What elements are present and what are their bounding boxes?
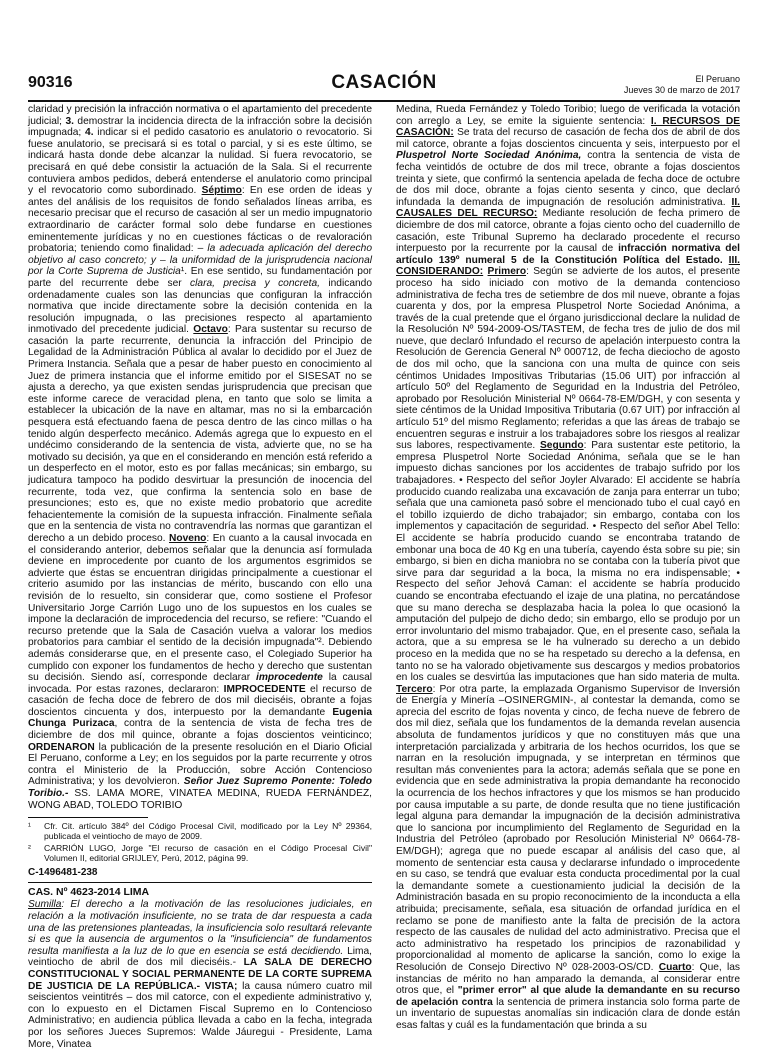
publisher-name: El Peruano	[695, 74, 740, 84]
page-number: 90316	[28, 74, 73, 91]
right-paragraph: Medina, Rueda Fernández y Toledo Toribio; luego de verificada la votación con arreglo a Ley, se emite la siguiente sentencia: I. RECURSOS DE CASACIÓN: Se trata del recurso de casación de fecha dos de abril de dos mil catorce, obrante a fojas doscientos cincuenta y seis, interpuesto por el Pluspetrol Norte Sociedad Anónima, contra la sentencia de vista de fecha veintidós de octubre de dos mil trece, obrante a fojas doscientos treinta y siete, que confirmó la sentencia apelada de fecha doce de octubre de dos mil doce, obrante a fojas ciento sesenta y cinco, que declaró infundada la demanda de impugnación de resolución administrativa. II. CAUSALES DEL RECURSO: Mediante resolución de fecha primero de diciembre de dos mil catorce, obrante a fojas ciento ocho del cuadernillo de casación, este Tribunal Supremo ha declarado procedente el recurso interpuesto por la recurrente por la causal de infracción normativa del artículo 139º numeral 5 de la Constitución Política del Estado. III. CONSIDERANDO: Primero: Según se advierte de los autos, el presente proceso ha sido iniciado con motivo de la demanda contencioso administrativa de fecha tres de setiembre de dos mil nueve, obrante a fojas cuarenta y dos, por la empresa Pluspetrol Norte Sociedad Anónima, a través de la cual pretende que el órgano jurisdiccional declare la nulidad de la Resolución Nº 594-2009-OS/TASTEM, de fecha tres de julio de dos mil nueve, que declaró Infundado el recurso de apelación interpuesto contra la Resolución de Gerencia General Nº 000712, de fecha dieciocho de agosto de dos mil ocho, que la sanciona con una multa de quince con seis céntimos Unidades Impositivas Tributarias (15.06 UIT) por infracción al artículo 50º del Reglamento de Seguridad en la Industria del Petróleo, aprobado por Resolución Ministerial Nº 0664-78-EM/DGH, y con sesenta y siete céntimos de la Unidad Impositiva Tributaria (0.67 UIT) por infracción al artículo 51º del mismo Reglamento; referidas a que las áreas de trabajo se encuentren seguras e instruir a los trabajadores sobre los riesgos al realizar sus labores, respectivamente. Segundo: Para sustentar este petitorio, la empresa Pluspetrol Norte Sociedad Anónima, señala que se le han impuesto dichas sanciones por los accidentes de trabajo sufrido por los trabajadores. • Respecto del señor Joyler Alvarado: El accidente se habría producido cuando realizaba una excavación de zanja para enterrar un tubo; señala que una camioneta pasó sobre el mencionado tubo el cual cayó en el tobillo izquierdo de dicho trabajador; sin embargo, contaba con los implementos y capacitación de seguridad. • Respecto del señor Abel Tello: El accidente se habría producido cuando se encontraba tratando de embonar una boca de 40 Kg en una tubería, cayendo ésta sobre su pie; sin embargo, si bien en dicha maniobra no se contaba con la tubería pivot que sirve para dar seguridad a la boca, la misma no era indispensable; • Respecto del señor Jehová Caman: el accidente se habría producido cuando se encontraba efectuando el izaje de una platina, no percatándose que su mano derecha se desplazaba hacia la polea lo que ocasionó la amputación del pulpejo de dicho dedo; sin embargo, ello se produjo por un error involuntario del mismo trabajador. Que, en el presente caso, señala la actora, que a su empresa se le ha vulnerado su derecho a un debido proceso en la medida que no se ha respetado su derecho a la defensa, en tanto no se ha valorado objetivamente sus descargos y medios probatorios en los cuales se desvirtúa las imputaciones que han sido materia de multa. Tercero: Por otra parte, la emplazada Organismo Supervisor de Inversión de Energía y Minería –OSINERGMIN-, al contestar la demanda, como se aprecia del escrito de fojas noventa y cinco, de fecha nueve de febrero de dos mil diez, señala que los fundamentos de la demanda revelan ausencia absoluta de fundamentos jurídicos y que no constituyen más que una interpretación parcializada y arbitraria de los hechos ocurridos, los que se narran en la resolución impugnada, y se interpretan en términos que resultan más convenientes para la actora; además señala que se pone en evidencia que en sede administrativa la propia demandante ha reconocido la ocurrencia de los hechos infractores y que los mismos se han producido por causa imputable a su parte, de donde resulta que no tiene justificación legal alguna para demandar la impugnación de la decisión administrativa que lo sanciona por incumplimiento del Reglamento de Seguridad en la Industria del Petróleo (aprobado por Resolución Ministerial Nº 0664-78-EM/DGH); agrega que no puede escapar al análisis del caso que, al momento de sentenciar esta causa y declararse infundado o improcedente en su caso, se tendrá que evaluar esta conducta procedimental por la cual la demandante somete a cuestionamiento judicial la decisión de la Administración basada en su propio reconocimiento de la inconducta a ella atribuida; precisamente, señala, esa situación de orfandad jurídica en el reclamo se pone de manifiesto ante la falta de precisión de la actora respecto de las causales de nulidad del acto administrativo. Precisa que el acto administrativo ha respetado los principios de razonabilidad y proporcionalidad al momento de aplicarse la sanción, como lo exige la Resolución de Consejo Directivo Nº 028-2003-OS/CD. Cuarto: Que, las instancias de mérito no han amparado la demanda, al considerar entre otros que, el "primer error" al que alude la demandante en su recurso de apelación contra la sentencia de primera instancia solo forma parte de un inventario de supuestas anomalías sin indicación clara de donde están esas faltas y cuál es la fundamentación que brinda a su	[396, 104, 740, 1031]
article-separator	[28, 882, 372, 883]
page-header	[28, 72, 740, 100]
footnote-rule	[28, 817, 148, 818]
header-rule	[28, 100, 740, 102]
footnote-2: ² CARRIÓN LUGO, Jorge "El recurso de casación en el Código Procesal Civil" Volumen II, editorial GRIJLEY, Perú, 2012, página 99.	[28, 843, 372, 864]
footnote-1: ¹ Cfr. Cit. artículo 384º del Código Procesal Civil, modificado por la Ley Nº 29364, publicada el veintiocho de mayo de 2009.	[28, 821, 372, 842]
left-column	[28, 104, 373, 1050]
left-paragraph: claridad y precisión la infracción normativa o el apartamiento del precedente judicial; 3. demostrar la incidencia directa de la infracción sobre la decisión impugnada; 4. indicar si el pedido casatorio es anulatorio o revocatorio. Si fuese anulatorio, se precisará si es total o parcial, y si es este último, se indicará hasta donde debe alcanzar la nulidad. Si fuera revocatorio, se precisará en qué debe consistir la actuación de la Sala. Si el recurrente contuviera ambos pedidos, deberá entenderse el anulatorio como principal y el revocatorio como subordinado. Séptimo: En ese orden de ideas y antes del análisis de los requisitos de fondo señalados líneas arriba, es necesario precisar que el recurso de casación al ser un medio impugnatorio extraordinario de carácter formal solo debe fundarse en cuestiones eminentemente jurídicas y no en cuestiones fácticas o de revaloración probatoria; teniendo como finalidad: – la adecuada aplicación del derecho objetivo al caso concreto; y – la uniformidad de la jurisprudencia nacional por la Corte Suprema de Justicia¹. En ese sentido, su fundamentación por parte del recurrente debe ser clara, precisa y concreta, indicando ordenadamente cuales son las denuncias que configuran la infracción normativa que incide directamente sobre la decisión contenida en la resolución impugnada, o las precisiones respecto al apartamiento inmotivado del precedente judicial. Octavo: Para sustentar su recurso de casación la parte recurrente, denuncia la infracción del Principio de Legalidad de la Administración Pública al avalar lo decidido por el Juez de Primera Instancia. Señala que a pesar de haber puesto en conocimiento al Juez de primera instancia que el informe emitido por el SISESAT no se ajusta a derecho, ya que existen sendas jurisprudencia que precisan que este informe carece de veracidad plena, en tanto que solo se limita a establecer la ubicación de la nave en altamar, mas no si la embarcación pesquera está efectuando faena de pesca dentro de las cinco millas o ha tenido algún desperfecto mecánico. Además agrega que lo expuesto en el undécimo considerando de la sentencia de vista, advierte que, no se ha motivado su decisión, ya que en el considerando en mención está referido a un desperfecto en el motor, esto es por fallas mecánicas; sin embargo, su judicatura tampoco ha podido desvirtuar la presunción de inocencia del recurrente, toda vez, que confirma la sentencia solo en base de presunciones; esto es, que no existe medio probatorio que acredite fehacientemente la comisión de la supuesta infracción. Finalmente señala que en la sentencia de vista no contravendría las normas que garantizan el derecho a un debido proceso. Noveno: En cuanto a la causal invocada en el considerando anterior, debemos señalar que la denuncia así formulada deviene en improcedente por cuanto de los argumentos esgrimidos se advierte que éstas se encuentran dirigidas principalmente a cuestionar el criterio asumido por las instancias de mérito, buscando con ello una revisión de lo resuelto, sin considerar que, como sostiene el Profesor Universitario Jorge Carrión Lugo uno de los supuestos en los cuales se impone la declaración de improcedencia del recurso, se refiere: "Cuando el recurso pretende que la Sala de Casación vuelva a valorar los medios probatorios para cambiar el sentido de la decisión impugnada"². Debiendo además considerarse que, en el presente caso, el Colegiado Superior ha cumplido con exponer los fundamentos de hecho y derecho que sustentan su decisión. Siendo así, corresponde declarar improcedente la causal invocada. Por estas razones, declararon: IMPROCEDENTE el recurso de casación de fecha doce de febrero de dos mil dieciséis, obrante a fojas doscientos cincuenta y dos, interpuesto por la demandante Eugenia Chunga Purizaca, contra de la sentencia de vista de fecha tres de diciembre de dos mil quince, obrante a fojas doscientos veinticinco; ORDENARON la publicación de la presente resolución en el Diario Oficial El Peruano, conforme a Ley; en los seguidos por la parte recurrente y otros contra el Ministerio de la Producción, sobre Acción Contencioso Administrativa; y los devolvieron. Señor Juez Supremo Ponente: Toledo Toribio.- SS. LAMA MORE, VINATEA MEDINA, RUEDA FERNÁNDEZ, WONG ABAD, TOLEDO TORIBIO	[28, 104, 373, 811]
header-meta	[624, 74, 740, 96]
right-column	[396, 104, 740, 1031]
section-title: CASACIÓN	[331, 72, 437, 93]
case-title: CAS. Nº 4623-2014 LIMA	[28, 885, 150, 898]
case-summary: Sumilla: El derecho a la motivación de las resoluciones judiciales, en relación a la motivación insuficiente, no se trata de dar respuesta a cada una de las pretensiones planteadas, la insuficiencia solo resultará relevante si es que la ausencia de argumentos o la "insuficiencia" de fundamentos resulta manifiesta a la luz de lo que en esencia se está decidiendo. Lima, veintiocho de abril de dos mil dieciséis.- LA SALA DE DERECHO CONSTITUCIONAL Y SOCIAL PERMANENTE DE LA CORTE SUPREMA DE JUSTICIA DE LA REPÚBLICA.- VISTA; la causa número cuatro mil seiscientos veintitrés – dos mil catorce, con el expediente administrativo y, con lo expuesto en el Dictamen Fiscal Supremo en lo Contencioso Administrativo; en audiencia pública llevada a cabo en la fecha, integrada por los señores Jueces Supremos: Walde Jáuregui - Presidente, Lama More, Vinatea	[28, 899, 372, 1050]
publication-code: C-1496481-238	[28, 867, 98, 879]
publication-date: Jueves 30 de marzo de 2017	[623, 85, 740, 95]
